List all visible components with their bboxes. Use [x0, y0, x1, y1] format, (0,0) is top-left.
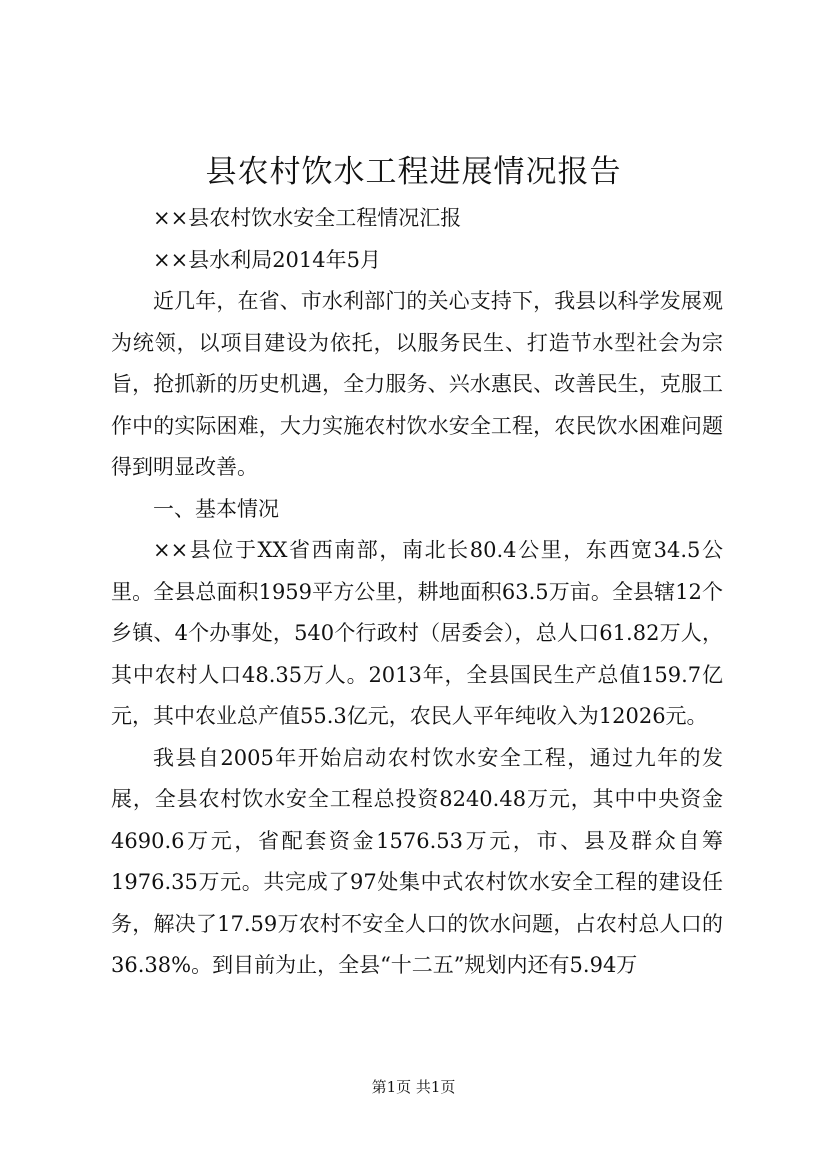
- report-subtitle: ××县农村饮水安全工程情况汇报: [153, 206, 462, 230]
- report-author-date: ××县水利局2014年5月: [153, 247, 381, 272]
- document-title: 县农村饮水工程进展情况报告: [205, 154, 622, 190]
- county-overview-paragraph: ××县位于XX省西南部，南北长80.4公里，东西宽34.5公里。全县总面积1959平方公里，耕地面积63.5万亩。全县辖12个乡镇、4个办事处，540个行政村（居委会），总人口61.82万人，其中农村人口48.35万人。2013年，全县国民生产总值159.7亿元，其中农业总产值55.3亿元，农民人平年纯收入为12026元。: [111, 538, 723, 728]
- page-number-footer: 第1页 共1页: [371, 1078, 456, 1096]
- intro-paragraph: 近几年，在省、市水利部门的关心支持下，我县以科学发展观为统领，以项目建设为依托，以服务民生、打造节水型社会为宗旨，抢抓新的历史机遇，全力服务、兴水惠民、改善民生，克服工作中的实际困难，大力实施农村饮水安全工程，农民饮水困难问题得到明显改善。: [111, 289, 723, 479]
- document-body: [111, 198, 723, 987]
- section-heading-basic-info: 一、基本情况: [153, 496, 279, 521]
- project-progress-paragraph: 我县自2005年开始启动农村饮水安全工程，通过九年的发展，全县农村饮水安全工程总投资8240.48万元，其中中央资金4690.6万元，省配套资金1576.53万元，市、县及群众自筹1976.35万元。共完成了97处集中式农村饮水安全工程的建设任务，解决了17.59万农村不安全人口的饮水问题，占农村总人口的36.38%。到目前为止，全县“十二五”规划内还有5.94万: [111, 745, 723, 977]
